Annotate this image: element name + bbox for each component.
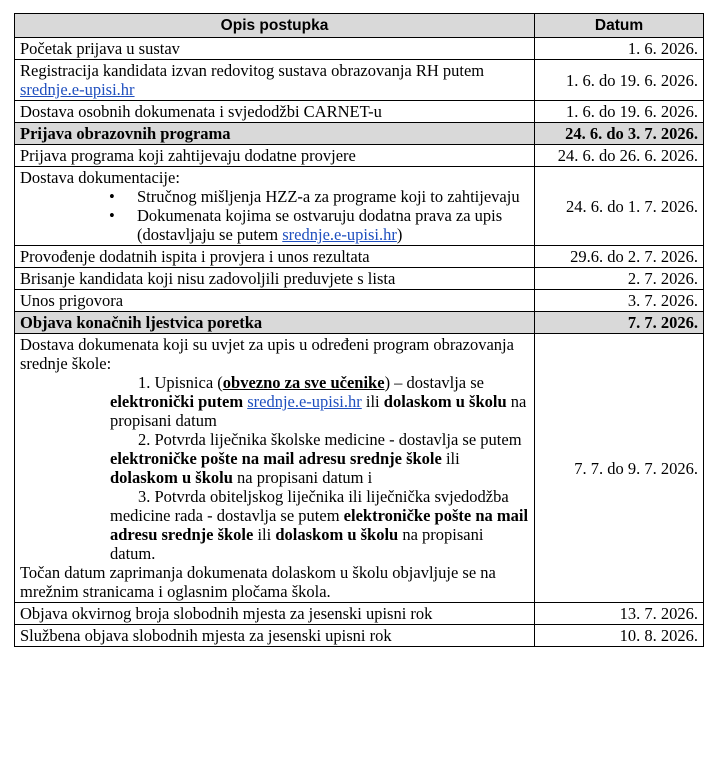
step-text: na propisani datum i (232, 468, 373, 487)
step-emphasis: dolaskom u školu (110, 468, 233, 487)
table-row-highlighted (15, 312, 704, 334)
row-date: 24. 6. do 1. 7. 2026. (535, 167, 704, 246)
row-date: 3. 7. 2026. (535, 290, 704, 312)
list-item: • Stručnog mišljenja HZZ-a za programe koji to zahtijevaju (137, 187, 529, 206)
bullet-text-end: ) (396, 225, 403, 244)
table-row (15, 268, 704, 290)
row-description: Objava okvirnog broja slobodnih mjesta za jesenski upisni rok (15, 603, 535, 625)
row-description: Brisanje kandidata koji nisu zadovoljili preduvjete s lista (15, 268, 535, 290)
step-number: 2. (138, 430, 151, 449)
step-text: Upisnica ( (154, 373, 223, 392)
row-description: Unos prigovora (15, 290, 535, 312)
step-text: ili (441, 449, 460, 468)
step-emphasis: elektroničke pošte na mail adresu srednje škole (110, 506, 529, 544)
row-description: Objava konačnih ljestvica poretka (15, 312, 535, 334)
row-description: Početak prijava u sustav (15, 38, 535, 60)
table-row (15, 334, 704, 603)
step-item (110, 430, 529, 487)
row-date: 29.6. do 2. 7. 2026. (535, 246, 704, 268)
row-description: Prijava obrazovnih programa (15, 123, 535, 145)
table-row (15, 603, 704, 625)
table-row (15, 625, 704, 647)
table-row (15, 101, 704, 123)
step-text: ) – dostavlja se (384, 373, 484, 392)
enrollment-schedule-table (14, 13, 704, 647)
step-text: Potvrda obiteljskog liječnika ili liječnička svjedodžba medicine rada - dostavlja se putem (110, 487, 509, 525)
row-date: 24. 6. do 26. 6. 2026. (535, 145, 704, 167)
row-date: 1. 6. do 19. 6. 2026. (535, 60, 704, 101)
table-row (15, 167, 704, 246)
e-upisi-link[interactable]: srednje.e-upisi.hr (247, 392, 362, 411)
table-row (15, 145, 704, 167)
row-description: Provođenje dodatnih ispita i provjera i unos rezultata (15, 246, 535, 268)
table-row-highlighted (15, 123, 704, 145)
e-upisi-link[interactable]: srednje.e-upisi.hr (282, 225, 397, 244)
bullet-text: Dokumenata kojima se ostvaruju dodatna prava za upis (dostavljaju se putem (137, 206, 503, 244)
step-emphasis: elektronički putem (110, 392, 244, 411)
row-date: 2. 7. 2026. (535, 268, 704, 290)
row-description (15, 60, 535, 101)
numbered-steps (20, 373, 529, 563)
header-description: Opis postupka (15, 14, 535, 38)
row-date: 7. 7. do 9. 7. 2026. (535, 334, 704, 603)
row-outro: Točan datum zaprimanja dokumenata dolaskom u školu objavljuje se na mrežnim stranicama i oglasnim pločama škola. (20, 563, 496, 601)
schedule-container (14, 13, 703, 647)
list-item (137, 206, 529, 244)
step-text: na propisani datum (110, 392, 527, 430)
row-date: 13. 7. 2026. (535, 603, 704, 625)
table-header-row (15, 14, 704, 38)
row-date: 7. 7. 2026. (535, 312, 704, 334)
step-emphasis: dolaskom u školu (383, 392, 507, 411)
step-item (110, 487, 529, 563)
bullet-list (20, 187, 529, 244)
row-description: Prijava programa koji zahtijevaju dodatne provjere (15, 145, 535, 167)
step-emphasis: elektroničke pošte na mail adresu srednje škole (110, 449, 442, 468)
row-date: 1. 6. do 19. 6. 2026. (535, 101, 704, 123)
table-row (15, 38, 704, 60)
step-number: 1. (138, 373, 151, 392)
row-intro: Dostava dokumenata koji su uvjet za upis u određeni program obrazovanja srednje škole: (20, 335, 514, 373)
step-text: na propisani datum. (110, 525, 484, 563)
row-intro: Dostava dokumentacije: (20, 168, 180, 187)
row-description (15, 167, 535, 246)
e-upisi-link[interactable]: srednje.e-upisi.hr (20, 80, 135, 99)
table-row (15, 290, 704, 312)
step-number: 3. (138, 487, 151, 506)
step-emphasis: dolaskom u školu (275, 525, 399, 544)
table-row (15, 60, 704, 101)
step-text: ili (361, 392, 384, 411)
step-emphasis: obvezno za sve učenike (222, 373, 385, 392)
step-item (110, 373, 529, 430)
step-text: ili (253, 525, 276, 544)
row-description: Službena objava slobodnih mjesta za jesenski upisni rok (15, 625, 535, 647)
table-row (15, 246, 704, 268)
row-description: Dostava osobnih dokumenata i svjedodžbi CARNET-u (15, 101, 535, 123)
row-text: Registracija kandidata izvan redovitog sustava obrazovanja RH putem (20, 61, 485, 80)
header-date: Datum (535, 14, 704, 38)
row-date: 24. 6. do 3. 7. 2026. (535, 123, 704, 145)
row-description (15, 334, 535, 603)
row-date: 1. 6. 2026. (535, 38, 704, 60)
step-text: Potvrda liječnika školske medicine - dostavlja se putem (154, 430, 522, 449)
row-date: 10. 8. 2026. (535, 625, 704, 647)
